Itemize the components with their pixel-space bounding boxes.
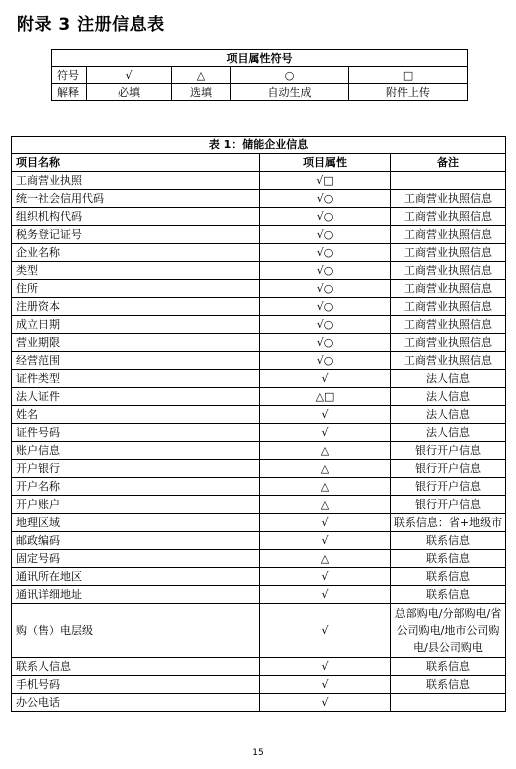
row-attribute: √: [260, 586, 391, 604]
row-attribute: √: [260, 532, 391, 550]
row-attribute: √○: [260, 190, 391, 208]
row-attribute: √: [260, 694, 391, 712]
legend-symbol-row: [52, 67, 468, 84]
table-row: [12, 568, 506, 586]
page-number: 15: [252, 748, 264, 758]
table-row: [12, 460, 506, 478]
row-note: 联系信息: [391, 676, 506, 694]
row-attribute: △: [260, 478, 391, 496]
legend-meaning: 必填: [87, 84, 172, 101]
row-name: 邮政编码: [12, 532, 260, 550]
row-name: 税务登记证号: [12, 226, 260, 244]
row-name: 注册资本: [12, 298, 260, 316]
row-note: 工商营业执照信息: [391, 190, 506, 208]
row-note: 工商营业执照信息: [391, 280, 506, 298]
row-attribute: √○: [260, 226, 391, 244]
row-note: [391, 172, 506, 190]
row-name: 统一社会信用代码: [12, 190, 260, 208]
legend-caption: 项目属性符号: [52, 50, 468, 67]
table-row: [12, 406, 506, 424]
row-attribute: √: [260, 370, 391, 388]
row-name: 通讯详细地址: [12, 586, 260, 604]
table-row: [12, 316, 506, 334]
table-row: [12, 442, 506, 460]
row-attribute: △: [260, 550, 391, 568]
row-name: 企业名称: [12, 244, 260, 262]
table-row: [12, 298, 506, 316]
table-row: [12, 172, 506, 190]
row-name: 开户名称: [12, 478, 260, 496]
table-row: [12, 244, 506, 262]
legend-symbol: ○: [231, 67, 349, 84]
row-note: 工商营业执照信息: [391, 226, 506, 244]
row-name: 证件号码: [12, 424, 260, 442]
row-attribute: √○: [260, 280, 391, 298]
row-attribute: √○: [260, 352, 391, 370]
page-title: 附录 3 注册信息表: [17, 15, 165, 35]
row-attribute: △: [260, 460, 391, 478]
row-note: 银行开户信息: [391, 496, 506, 514]
row-name: 姓名: [12, 406, 260, 424]
row-name: 地理区域: [12, 514, 260, 532]
row-name: 组织机构代码: [12, 208, 260, 226]
legend-caption-row: [52, 50, 468, 67]
row-note: 联系信息: [391, 550, 506, 568]
row-attribute: √○: [260, 208, 391, 226]
row-attribute: √○: [260, 334, 391, 352]
row-note: 联系信息: [391, 532, 506, 550]
table-row: [12, 604, 506, 658]
row-name: 联系人信息: [12, 658, 260, 676]
row-note: 银行开户信息: [391, 478, 506, 496]
row-note: 工商营业执照信息: [391, 352, 506, 370]
row-note: 法人信息: [391, 388, 506, 406]
legend-symbol: △: [172, 67, 231, 84]
row-note: 联系信息: [391, 586, 506, 604]
table-row: [12, 424, 506, 442]
row-note: [391, 694, 506, 712]
legend-meaning: 选填: [172, 84, 231, 101]
row-note: 工商营业执照信息: [391, 334, 506, 352]
legend-meaning: 附件上传: [349, 84, 468, 101]
row-note: 银行开户信息: [391, 460, 506, 478]
legend-meaning-row: [52, 84, 468, 101]
row-attribute: √: [260, 658, 391, 676]
row-name: 工商营业执照: [12, 172, 260, 190]
row-note: 银行开户信息: [391, 442, 506, 460]
table-row: [12, 532, 506, 550]
table-row: [12, 478, 506, 496]
table-row: [12, 280, 506, 298]
column-header-note: 备注: [391, 154, 506, 172]
row-note: 联系信息: [391, 568, 506, 586]
row-attribute: √□: [260, 172, 391, 190]
row-attribute: △□: [260, 388, 391, 406]
row-attribute: √: [260, 406, 391, 424]
row-name: 住所: [12, 280, 260, 298]
row-name: 固定号码: [12, 550, 260, 568]
row-attribute: √: [260, 424, 391, 442]
table-caption-row: [12, 137, 506, 154]
row-name: 购（售）电层级: [12, 604, 260, 658]
table-row: [12, 388, 506, 406]
row-note: 工商营业执照信息: [391, 316, 506, 334]
row-attribute: △: [260, 442, 391, 460]
row-note: 联系信息: [391, 658, 506, 676]
legend-symbol-label: 符号: [52, 67, 87, 84]
row-attribute: √: [260, 514, 391, 532]
row-name: 证件类型: [12, 370, 260, 388]
row-name: 手机号码: [12, 676, 260, 694]
column-header-name: 项目名称: [12, 154, 260, 172]
row-note: 工商营业执照信息: [391, 298, 506, 316]
row-name: 通讯所在地区: [12, 568, 260, 586]
table-header-row: [12, 154, 506, 172]
row-name: 开户银行: [12, 460, 260, 478]
table-row: [12, 352, 506, 370]
row-name: 经营范围: [12, 352, 260, 370]
row-attribute: √: [260, 568, 391, 586]
row-name: 营业期限: [12, 334, 260, 352]
legend-symbol: √: [87, 67, 172, 84]
table-row: [12, 694, 506, 712]
row-attribute: △: [260, 496, 391, 514]
table-row: [12, 496, 506, 514]
row-name: 办公电话: [12, 694, 260, 712]
row-note: 法人信息: [391, 406, 506, 424]
legend-meaning-label: 解释: [52, 84, 87, 101]
row-attribute: √○: [260, 262, 391, 280]
table-row: [12, 226, 506, 244]
row-note: 工商营业执照信息: [391, 244, 506, 262]
row-attribute: √: [260, 676, 391, 694]
table-row: [12, 190, 506, 208]
row-name: 开户账户: [12, 496, 260, 514]
row-attribute: √: [260, 604, 391, 658]
legend-symbol: □: [349, 67, 468, 84]
row-attribute: √○: [260, 316, 391, 334]
row-attribute: √○: [260, 244, 391, 262]
row-note: 工商营业执照信息: [391, 208, 506, 226]
column-header-attribute: 项目属性: [260, 154, 391, 172]
row-note: 法人信息: [391, 370, 506, 388]
table-row: [12, 586, 506, 604]
table-caption: 表 1：储能企业信息: [12, 137, 506, 154]
row-attribute: √○: [260, 298, 391, 316]
row-note: 工商营业执照信息: [391, 262, 506, 280]
attribute-symbol-legend-table: [51, 49, 468, 101]
row-note: 法人信息: [391, 424, 506, 442]
row-name: 法人证件: [12, 388, 260, 406]
table-row: [12, 550, 506, 568]
legend-meaning: 自动生成: [231, 84, 349, 101]
table-row: [12, 676, 506, 694]
table-row: [12, 334, 506, 352]
row-name: 成立日期: [12, 316, 260, 334]
table-row: [12, 370, 506, 388]
row-name: 账户信息: [12, 442, 260, 460]
table-row: [12, 514, 506, 532]
table-row: [12, 658, 506, 676]
table-row: [12, 262, 506, 280]
storage-enterprise-info-table: [11, 136, 506, 712]
table-row: [12, 208, 506, 226]
row-note: 总部购电/分部购电/省公司购电/地市公司购电/县公司购电: [391, 604, 506, 658]
row-note: 联系信息：省+地级市: [391, 514, 506, 532]
row-name: 类型: [12, 262, 260, 280]
